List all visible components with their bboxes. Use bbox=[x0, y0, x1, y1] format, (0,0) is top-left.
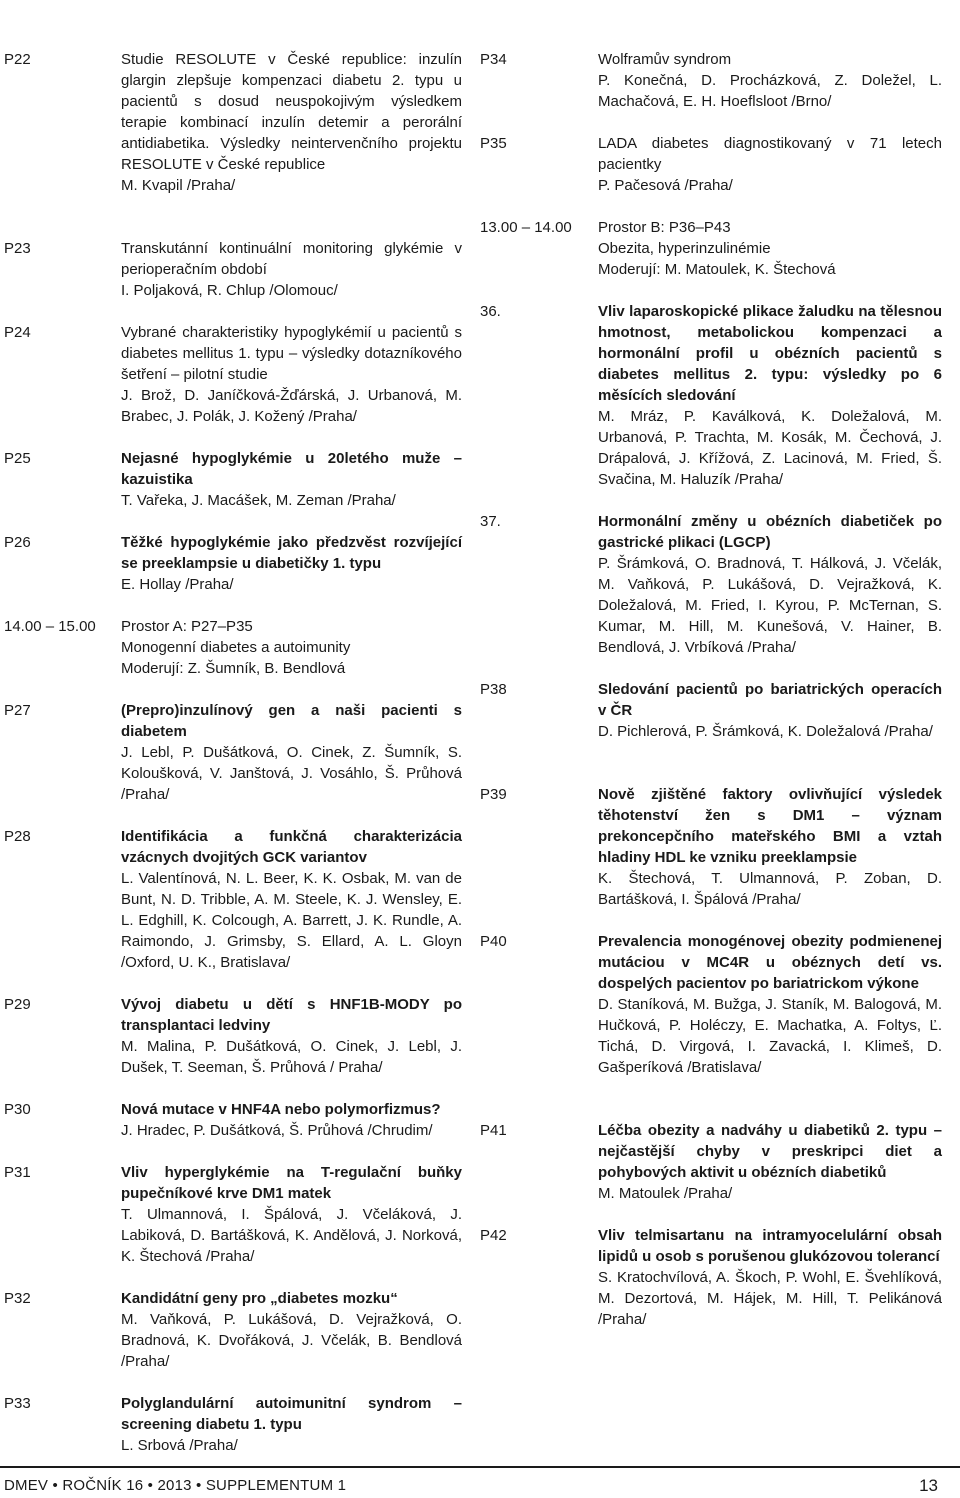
program-entry bbox=[4, 322, 462, 427]
entry-authors: P. Pačesová /Praha/ bbox=[598, 177, 733, 194]
entry-code: P33 bbox=[4, 1395, 31, 1412]
entry-code: P32 bbox=[4, 1290, 31, 1307]
entry-code: P40 bbox=[480, 933, 507, 950]
program-entry bbox=[4, 1162, 462, 1267]
entry-code: 37. bbox=[480, 513, 501, 530]
program-entry bbox=[4, 616, 462, 679]
entry-body bbox=[598, 49, 942, 112]
entry-code: P23 bbox=[4, 240, 31, 257]
entry-text: Prostor B: P36–P43 bbox=[598, 219, 731, 236]
entry-title: Identifikácia a funkčná charakterizácia vzácnych dvojitých GCK variantov bbox=[121, 828, 462, 866]
entry-authors: K. Štechová, T. Ulmannová, P. Zoban, D. Bartášková, I. Špálová /Praha/ bbox=[598, 870, 942, 908]
entry-authors: T. Ulmannová, I. Špálová, J. Včeláková, J. Labiková, D. Bartášková, K. Andělová, J. Norková, K. Štechová /Praha/ bbox=[121, 1206, 462, 1265]
program-entry bbox=[4, 994, 462, 1078]
entry-body bbox=[121, 238, 462, 301]
program-entry bbox=[4, 49, 462, 196]
entry-body bbox=[121, 1393, 462, 1456]
entry-title: Nová mutace v HNF4A nebo polymorfizmus? bbox=[121, 1101, 441, 1118]
entry-authors: E. Hollay /Praha/ bbox=[121, 576, 234, 593]
entry-body bbox=[121, 700, 462, 805]
program-entry bbox=[4, 700, 462, 805]
entry-title: Nově zjištěné faktory ovlivňující výsledek těhotenství žen s DM1 – význam prekoncepčního mateřského BMI a vztah hladiny HDL ke vzniku preeklampsie bbox=[598, 786, 942, 866]
entry-body bbox=[598, 931, 942, 1078]
entry-body bbox=[121, 1162, 462, 1267]
entry-code: P41 bbox=[480, 1122, 507, 1139]
entry-body bbox=[121, 448, 462, 511]
entry-text: Studie RESOLUTE v České republice: inzulín glargin zlepšuje kompenzaci diabetu 2. typu u pacientů s dosud neuspokojivým výsledkem terapie kombinací inzulín detemir a perorální antidiabetika. Výsledky neintervenčního projektu RESOLUTE v České republice bbox=[121, 51, 462, 173]
entry-body bbox=[121, 826, 462, 973]
entry-text: Wolframův syndrom bbox=[598, 51, 732, 68]
entry-code: 36. bbox=[480, 303, 501, 320]
program-entry bbox=[480, 931, 942, 1078]
entry-authors: S. Kratochvílová, A. Škoch, P. Wohl, E. Švehlíková, M. Dezortová, M. Hájek, M. Hill, T. Pelikánová /Praha/ bbox=[598, 1269, 942, 1328]
entry-title: Těžké hypoglykémie jako předzvěst rozvíjející se preeklampsie u diabetičky 1. typu bbox=[121, 534, 462, 572]
entry-code: P24 bbox=[4, 324, 31, 341]
entry-authors: M. Kvapil /Praha/ bbox=[121, 177, 236, 194]
entry-title: Léčba obezity a nadváhy u diabetiků 2. typu – nejčastější chyby v preskripci diet a pohybových aktivit u obézních diabetiků bbox=[598, 1122, 942, 1181]
entry-text: LADA diabetes diagnostikovaný v 71 letech pacientky bbox=[598, 135, 942, 173]
entry-body bbox=[121, 1288, 462, 1372]
entry-authors: L. Srbová /Praha/ bbox=[121, 1437, 238, 1454]
entry-body bbox=[598, 1225, 942, 1330]
entry-authors: P. Konečná, D. Procházková, Z. Doležel, L. Machačová, E. H. Hoeflsloot /Brno/ bbox=[598, 72, 942, 110]
entry-title: Vliv telmisartanu na intramyocelulární obsah lipidů u osob s porušenou glukózovou tolerancí bbox=[598, 1227, 942, 1265]
entry-body bbox=[598, 1120, 942, 1204]
entry-body bbox=[598, 679, 942, 742]
entry-title: Hormonální změny u obézních diabetiček po gastrické plikaci (LGCP) bbox=[598, 513, 942, 551]
entry-authors: J. Hradec, P. Dušátková, Š. Průhová /Chrudim/ bbox=[121, 1122, 433, 1139]
entry-title: (Prepro)inzulínový gen a naši pacienti s diabetem bbox=[121, 702, 462, 740]
journal-info: DMEV • ROČNÍK 16 • 2013 • SUPPLEMENTUM 1 bbox=[4, 1477, 347, 1494]
entry-authors: D. Pichlerová, P. Šrámková, K. Doležalová /Praha/ bbox=[598, 723, 933, 740]
entry-authors: T. Vařeka, J. Macášek, M. Zeman /Praha/ bbox=[121, 492, 396, 509]
entry-authors: Moderují: Z. Šumník, B. Bendlová bbox=[121, 660, 346, 677]
program-entry bbox=[480, 217, 942, 280]
entry-text: Transkutánní kontinuální monitoring glykémie v perioperačním období bbox=[121, 240, 462, 278]
entry-code: P42 bbox=[480, 1227, 507, 1244]
entry-authors: M. Vaňková, P. Lukášová, D. Vejražková, O. Bradnová, K. Dvořáková, J. Včelák, B. Bendlová /Praha/ bbox=[121, 1311, 462, 1370]
entry-code: P35 bbox=[480, 135, 507, 152]
entry-text: Prostor A: P27–P35 bbox=[121, 618, 253, 635]
program-entry bbox=[480, 784, 942, 910]
entry-body bbox=[121, 994, 462, 1078]
program-entry bbox=[4, 1288, 462, 1372]
entry-text: Vybrané charakteristiky hypoglykémií u pacientů s diabetes mellitus 1. typu – výsledky dotazníkového šetření – pilotní studie bbox=[121, 324, 462, 383]
entry-code: P38 bbox=[480, 681, 507, 698]
program-entry bbox=[480, 679, 942, 742]
entry-title: Vliv laparoskopické plikace žaludku na tělesnou hmotnost, metabolickou kompenzaci a hormonální profil u obézních pacientů s diabetes mellitus 2. typu: výsledky po 6 měsících sledování bbox=[598, 303, 942, 404]
program-entry bbox=[480, 301, 942, 490]
entry-title: Vliv hyperglykémie na T-regulační buňky pupečníkové krve DM1 matek bbox=[121, 1164, 462, 1202]
program-entry bbox=[4, 1393, 462, 1456]
entry-code: P31 bbox=[4, 1164, 31, 1181]
entry-code: 13.00 – 14.00 bbox=[480, 219, 572, 236]
entry-title: Polyglandulární autoimunitní syndrom – screening diabetu 1. typu bbox=[121, 1395, 462, 1433]
session-title: Obezita, hyperinzulinémie bbox=[598, 240, 771, 257]
program-entry bbox=[4, 238, 462, 301]
program-entry bbox=[480, 1120, 942, 1204]
entry-authors: Moderují: M. Matoulek, K. Štechová bbox=[598, 261, 836, 278]
entry-code: P25 bbox=[4, 450, 31, 467]
entry-authors: J. Brož, D. Janíčková-Žďárská, J. Urbanová, M. Brabec, J. Polák, J. Kožený /Praha/ bbox=[121, 387, 462, 425]
entry-code: P22 bbox=[4, 51, 31, 68]
entry-body bbox=[598, 511, 942, 658]
entry-authors: L. Valentínová, N. L. Beer, K. K. Osbak, M. van de Bunt, N. D. Tribble, A. M. Steele, K. J. Wensley, E. L. Edghill, K. Colcough, A. Barrett, J. K. Rundle, A. Raimondo, J. Grimsby, S. Ellard, A. L. Gloyn /Oxford, U. K., Bratislava/ bbox=[121, 870, 462, 971]
page-number: 13 bbox=[919, 1476, 938, 1495]
entry-title: Nejasné hypoglykémie u 20letého muže – kazuistika bbox=[121, 450, 462, 488]
entry-code: P28 bbox=[4, 828, 31, 845]
entry-body bbox=[121, 616, 462, 679]
session-title: Monogenní diabetes a autoimunity bbox=[121, 639, 351, 656]
entry-body bbox=[598, 217, 942, 280]
entry-code: P27 bbox=[4, 702, 31, 719]
program-entry bbox=[480, 1225, 942, 1330]
entry-title: Prevalencia monogénovej obezity podmienenej mutáciou v MC4R u obéznych detí vs. dospelých pacientov po bariatrickom výkone bbox=[598, 933, 942, 992]
entry-body bbox=[598, 301, 942, 490]
entry-title: Sledování pacientů po bariatrických operacích v ČR bbox=[598, 681, 942, 719]
entry-body bbox=[121, 322, 462, 427]
entry-code: P34 bbox=[480, 51, 507, 68]
entry-authors: M. Malina, P. Dušátková, O. Cinek, J. Lebl, J. Dušek, T. Seeman, Š. Průhová / Praha/ bbox=[121, 1038, 462, 1076]
entry-authors: I. Poljaková, R. Chlup /Olomouc/ bbox=[121, 282, 338, 299]
entry-title: Vývoj diabetu u dětí s HNF1B-MODY po transplantaci ledviny bbox=[121, 996, 462, 1034]
program-entry bbox=[4, 532, 462, 595]
program-entry bbox=[480, 133, 942, 196]
program-entry bbox=[4, 448, 462, 511]
entry-body bbox=[121, 49, 462, 196]
entry-code: P39 bbox=[480, 786, 507, 803]
entry-body bbox=[121, 532, 462, 595]
entry-code: P26 bbox=[4, 534, 31, 551]
entry-title: Kandidátní geny pro „diabetes mozku“ bbox=[121, 1290, 398, 1307]
entry-code: P29 bbox=[4, 996, 31, 1013]
program-entry bbox=[4, 1099, 462, 1141]
page-footer bbox=[0, 1466, 960, 1498]
entry-code: 14.00 – 15.00 bbox=[4, 618, 96, 635]
entry-body bbox=[598, 133, 942, 196]
entry-authors: M. Mráz, P. Kaválková, K. Doležalová, M. Urbanová, P. Trachta, M. Kosák, M. Čechová, J. Drápalová, J. Křížová, Z. Lacinová, M. Fried, Š. Svačina, M. Haluzík /Praha/ bbox=[598, 408, 942, 488]
entry-body bbox=[121, 1099, 462, 1141]
program-entry bbox=[480, 511, 942, 658]
program-entry bbox=[480, 49, 942, 112]
entry-authors: D. Staníková, M. Bužga, J. Staník, M. Balogová, M. Hučková, P. Holéczy, E. Machatka, A. Foltys, Ľ. Tichá, D. Virgová, I. Zavacká, I. Klimeš, D. Gašperíková /Bratislava/ bbox=[598, 996, 942, 1076]
program-entry bbox=[4, 826, 462, 973]
entry-code: P30 bbox=[4, 1101, 31, 1118]
entry-authors: M. Matoulek /Praha/ bbox=[598, 1185, 733, 1202]
entry-authors: J. Lebl, P. Dušátková, O. Cinek, Z. Šumník, S. Koloušková, V. Janštová, J. Vosáhlo, Š. Průhová /Praha/ bbox=[121, 744, 462, 803]
entry-authors: P. Šrámková, O. Bradnová, T. Hálková, J. Včelák, M. Vaňková, P. Lukášová, D. Vejražková, K. Doležalová, M. Fried, I. Kyrou, P. McTernan, S. Kumar, M. Hill, M. Kunešová, V. Hainer, B. Bendlová, J. Vrbíková /Praha/ bbox=[598, 555, 942, 656]
entry-body bbox=[598, 784, 942, 910]
